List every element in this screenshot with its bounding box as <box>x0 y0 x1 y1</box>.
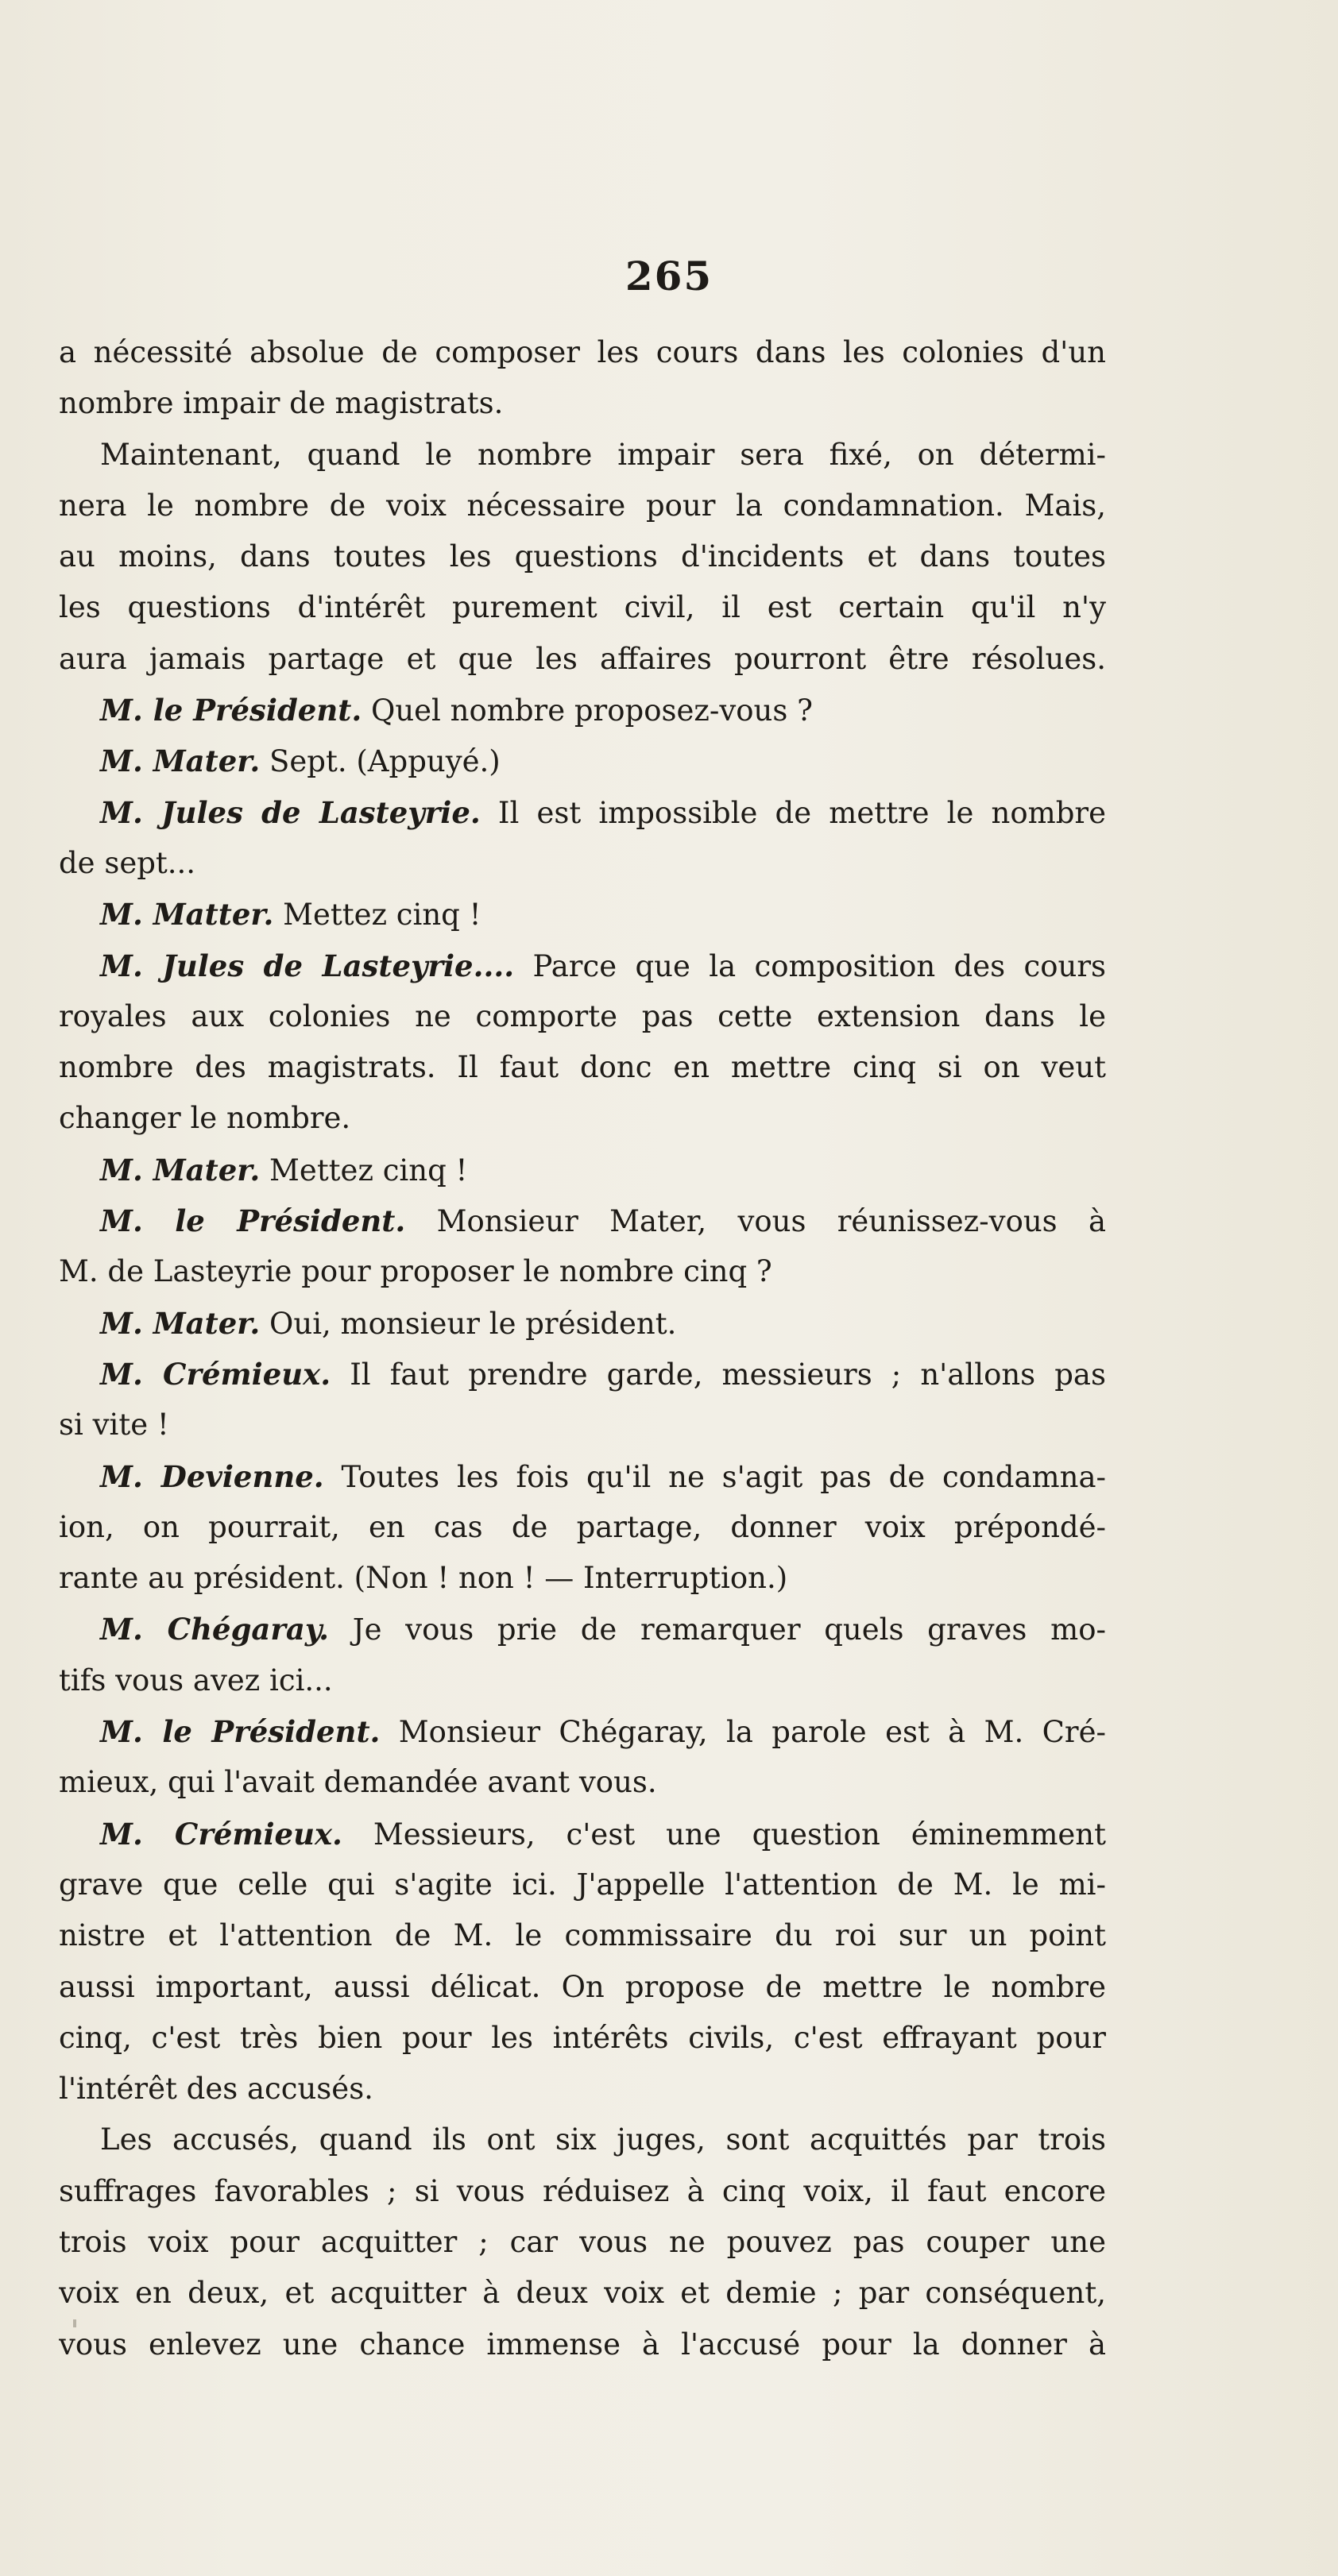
line-text: Parce que la composition des cours <box>532 948 1106 983</box>
text-line <box>59 1655 1106 1706</box>
line-text: rante au président. (Non ! non ! — Interruption.) <box>59 1561 788 1596</box>
page-number: 265 <box>625 253 713 299</box>
text-line <box>59 1962 1106 2013</box>
text-line <box>59 481 1106 531</box>
line-text: Quel nombre proposez-vous ? <box>371 693 813 728</box>
text-line <box>59 2064 1106 2114</box>
line-text: voix en deux, et acquitter à deux voix et demie ; par conséquent, <box>59 2276 1106 2311</box>
line-text: changer le nombre. <box>59 1101 351 1136</box>
line-text: Il faut prendre garde, messieurs ; n'allons pas <box>350 1357 1106 1392</box>
speaker-name: M. le Président. <box>100 1203 406 1239</box>
speech-line <box>59 1145 1106 1195</box>
line-text: Sept. (Appuyé.) <box>269 744 501 779</box>
text-line <box>59 2166 1106 2217</box>
speaker-name: M. Devienne. <box>100 1458 324 1494</box>
text-line <box>59 531 1106 582</box>
speaker-name: M. Crémieux. <box>100 1816 342 1852</box>
line-text: nombre des magistrats. Il faut donc en mettre cinq si on veut <box>59 1050 1106 1085</box>
text-line <box>59 991 1106 1042</box>
line-text: suffrages favorables ; si vous réduisez à cinq voix, il faut encore <box>59 2173 1106 2208</box>
text-line <box>59 2319 1106 2370</box>
line-text: de sept... <box>59 845 196 880</box>
speaker-name: M. Jules de Lasteyrie.... <box>100 948 515 983</box>
line-text: Il est impossible de mettre le nombre <box>497 795 1106 830</box>
line-text: au moins, dans toutes les questions d'incidents et dans toutes <box>59 539 1106 574</box>
line-text: Mettez cinq ! <box>269 1153 468 1188</box>
line-text: ion, on pourrait, en cas de partage, donner voix prépondé- <box>59 1509 1106 1544</box>
text-line <box>59 2114 1106 2165</box>
text-line <box>59 430 1106 481</box>
text-line <box>59 1400 1106 1450</box>
line-text: Maintenant, quand le nombre impair sera fixé, on détermi- <box>100 437 1106 472</box>
line-text: trois voix pour acquitter ; car vous ne pouvez pas couper une <box>59 2224 1106 2259</box>
text-line <box>59 1910 1106 1961</box>
line-text: a nécessité absolue de composer les cours dans les colonies d'un <box>59 335 1106 369</box>
line-text: l'intérêt des accusés. <box>59 2072 373 2107</box>
line-text: Les accusés, quand ils ont six juges, sont acquittés par trois <box>100 2122 1106 2157</box>
speaker-name: M. Crémieux. <box>100 1356 331 1392</box>
speech-line <box>59 1809 1106 1860</box>
speaker-name: M. Chégaray. <box>100 1612 330 1647</box>
line-text: grave que celle qui s'agite ici. J'appelle l'attention de M. le mi- <box>59 1867 1106 1902</box>
text-line <box>59 2013 1106 2064</box>
line-text: nombre impair de magistrats. <box>59 386 504 421</box>
text-line <box>59 1093 1106 1144</box>
speech-line <box>59 1349 1106 1400</box>
speech-line <box>59 685 1106 736</box>
text-line <box>59 582 1106 633</box>
line-text: Oui, monsieur le président. <box>269 1306 677 1341</box>
text-line <box>59 1757 1106 1808</box>
body-text <box>59 327 1106 2370</box>
line-text: M. de Lasteyrie pour proposer le nombre cinq ? <box>59 1254 772 1289</box>
text-line <box>59 1502 1106 1553</box>
speech-line <box>59 940 1106 991</box>
line-text: tifs vous avez ici... <box>59 1663 333 1697</box>
speech-line <box>59 1195 1106 1246</box>
paper-speck <box>73 2319 76 2327</box>
text-line <box>59 634 1106 685</box>
line-text: Monsieur Mater, vous réunissez-vous à <box>436 1204 1106 1239</box>
speech-line <box>59 1298 1106 1349</box>
speech-line <box>59 787 1106 838</box>
line-text: nera le nombre de voix nécessaire pour la condamnation. Mais, <box>59 488 1106 523</box>
line-text: vous enlevez une chance immense à l'accusé pour la donner à <box>59 2327 1106 2362</box>
line-text: nistre et l'attention de M. le commissaire du roi sur un point <box>59 1918 1106 1953</box>
line-text: mieux, qui l'avait demandée avant vous. <box>59 1765 657 1800</box>
speaker-name: M. le Président. <box>100 693 362 728</box>
text-line <box>59 1246 1106 1297</box>
line-text: Monsieur Chégaray, la parole est à M. Cré- <box>398 1715 1106 1750</box>
text-line <box>59 378 1106 429</box>
line-text: Messieurs, c'est une question éminemment <box>373 1817 1106 1852</box>
line-text: si vite ! <box>59 1408 169 1442</box>
line-text: cinq, c'est très bien pour les intérêts civils, c'est effrayant pour <box>59 2020 1106 2055</box>
text-line <box>59 1860 1106 1910</box>
speech-line <box>59 1451 1106 1502</box>
line-text: royales aux colonies ne comporte pas cette extension dans le <box>59 998 1106 1033</box>
speaker-name: M. le Président. <box>100 1714 381 1750</box>
text-line <box>59 1553 1106 1604</box>
speech-line <box>59 889 1106 940</box>
speech-line <box>59 1604 1106 1655</box>
line-text: Mettez cinq ! <box>283 898 481 933</box>
line-text: Je vous prie de remarquer quels graves mo- <box>352 1612 1106 1647</box>
line-text: aussi important, aussi délicat. On propose de mettre le nombre <box>59 1969 1106 2004</box>
text-line <box>59 1042 1106 1093</box>
line-text: aura jamais partage et que les affaires pourront être résolues. <box>59 641 1106 676</box>
speaker-name: M. Mater. <box>100 743 261 779</box>
text-line <box>59 327 1106 378</box>
speaker-name: M. Mater. <box>100 1152 261 1188</box>
text-line <box>59 2217 1106 2268</box>
speaker-name: M. Mater. <box>100 1305 261 1341</box>
speaker-name: M. Jules de Lasteyrie. <box>100 794 481 830</box>
speech-line <box>59 1706 1106 1757</box>
text-line <box>59 838 1106 889</box>
speaker-name: M. Matter. <box>100 897 274 933</box>
line-text: les questions d'intérêt purement civil, il est certain qu'il n'y <box>59 590 1106 625</box>
text-line <box>59 2268 1106 2319</box>
speech-line <box>59 736 1106 786</box>
line-text: Toutes les fois qu'il ne s'agit pas de condamna- <box>341 1459 1106 1494</box>
